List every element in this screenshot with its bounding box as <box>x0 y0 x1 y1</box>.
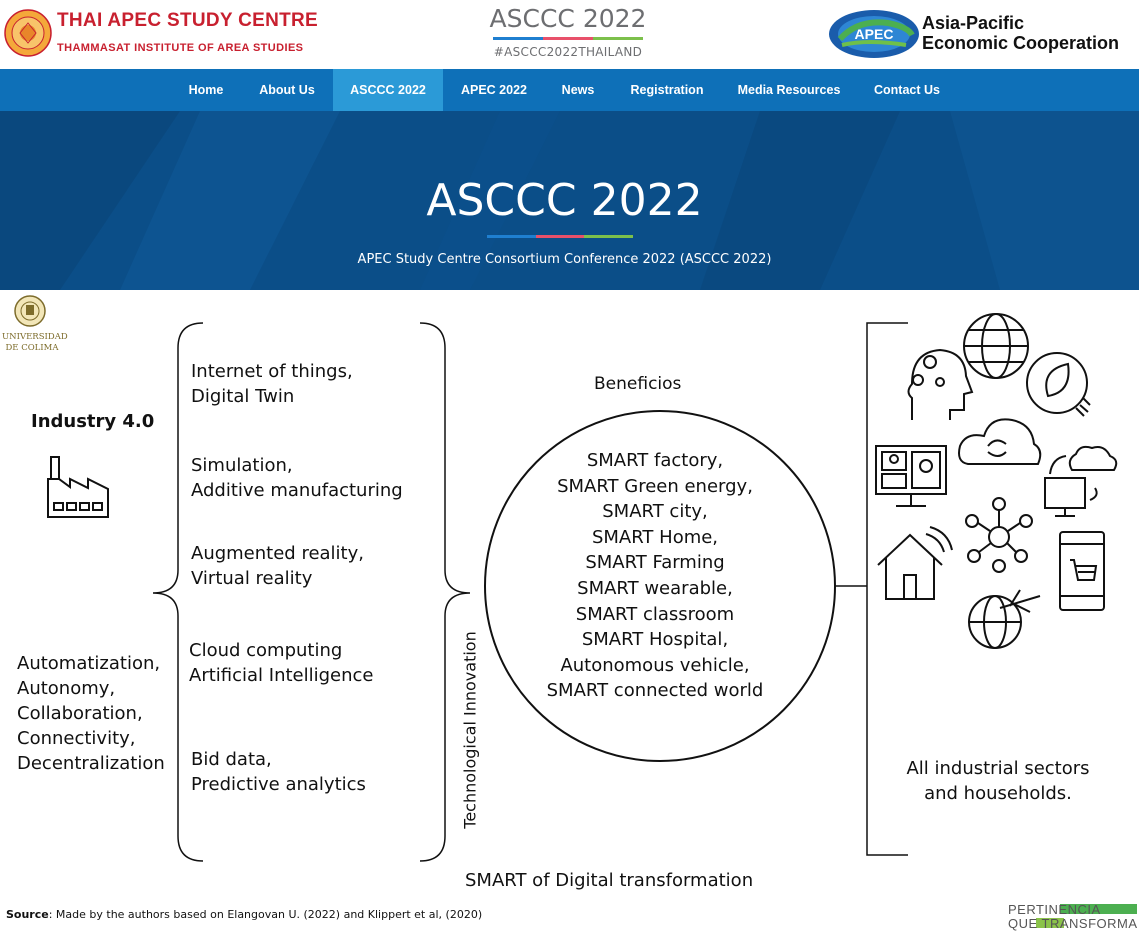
nav-news[interactable]: News <box>561 83 595 97</box>
university-name <box>2 332 68 354</box>
smart-item: Autonomous vehicle, <box>560 654 750 676</box>
main-nav <box>0 69 1139 111</box>
brand-line1: PERTINENCIA <box>1008 902 1101 917</box>
tech-item: Simulation, <box>191 455 293 476</box>
cloud-sync-icon <box>959 419 1040 464</box>
smart-item: SMART city, <box>602 501 708 523</box>
smart-item: SMART connected world <box>546 680 764 702</box>
apec-globe-logo-icon[interactable] <box>828 9 920 59</box>
digital-transformation-label: SMART of Digital transformation <box>465 870 754 891</box>
apec-name-line1: Asia-Pacific <box>922 13 1025 33</box>
nav-apec-2022[interactable]: APEC 2022 <box>460 83 527 97</box>
hero-title: ASCCC 2022 <box>426 175 703 226</box>
source-label: Source <box>6 908 49 921</box>
tech-item: Digital Twin <box>191 386 295 407</box>
principle-item: Connectivity, <box>17 728 136 749</box>
industry-label: Industry 4.0 <box>31 411 155 432</box>
principles-list <box>17 651 165 776</box>
university-name-line2: DE COLIMA <box>5 343 59 353</box>
principle-item: Collaboration, <box>17 703 143 724</box>
event-hashtag: #ASCCC2022THAILAND <box>493 45 643 59</box>
nav-media-resources[interactable]: Media Resources <box>737 83 841 97</box>
factory-icon <box>48 457 108 517</box>
plane-globe-icon <box>969 590 1040 648</box>
tech-item: Augmented reality, <box>191 543 364 564</box>
smart-item: SMART Farming <box>585 552 725 574</box>
org-title[interactable]: THAI APEC STUDY CENTRE <box>57 10 319 31</box>
principle-item: Automatization, <box>17 653 161 674</box>
principle-item: Autonomy, <box>17 678 116 699</box>
nav-contact-us[interactable]: Contact Us <box>874 83 940 97</box>
tech-group-iot <box>191 359 353 409</box>
apec-name-line2: Economic Cooperation <box>922 33 1120 53</box>
nav-registration[interactable]: Registration <box>630 83 704 97</box>
smart-item: SMART Green energy, <box>557 475 753 497</box>
technological-innovation-label: Technological Innovation <box>460 631 480 829</box>
leaf-plug-icon <box>1027 353 1090 416</box>
apec-badge-text: APEC <box>854 26 894 42</box>
benefits-label: Beneficios <box>594 374 682 394</box>
hero-banner <box>0 111 1139 290</box>
nav-about-us[interactable]: About Us <box>259 83 315 97</box>
org-subtitle: THAMMASAT INSTITUTE OF AREA STUDIES <box>57 42 304 54</box>
tech-item: Virtual reality <box>191 568 313 589</box>
tech-group-reality <box>191 541 364 591</box>
event-stripes <box>493 37 643 40</box>
tech-item: Bid data, <box>191 749 272 770</box>
thai-apec-seal-icon <box>4 9 52 57</box>
globe-icon <box>964 314 1028 378</box>
tech-item: Additive manufacturing <box>191 480 403 501</box>
sectors-line2: and households. <box>924 783 1072 804</box>
brand-line2: QUE TRANSFORMA <box>1008 916 1138 931</box>
head-gears-icon <box>909 350 973 420</box>
smart-item: SMART factory, <box>586 450 724 471</box>
nav-asccc-2022[interactable]: ASCCC 2022 <box>333 69 443 111</box>
event-title: ASCCC 2022 <box>489 4 647 33</box>
top-header <box>0 0 1139 69</box>
smart-item: SMART Hospital, <box>581 629 729 651</box>
smart-items-list <box>510 448 800 704</box>
smart-item: SMART classroom <box>575 603 735 625</box>
video-conference-icon <box>876 446 946 506</box>
tech-group-simulation <box>191 453 403 503</box>
hero-stripes <box>487 235 633 238</box>
tech-group-data <box>191 747 366 797</box>
smart-home-icon <box>878 527 952 599</box>
tech-item: Internet of things, <box>191 361 353 382</box>
hero-subtitle: APEC Study Centre Consortium Conference 2022 (ASCCC 2022) <box>357 252 772 267</box>
university-seal-icon <box>15 296 45 326</box>
sectors-label <box>880 756 1116 806</box>
smart-item: SMART wearable, <box>577 577 733 599</box>
sectors-line1: All industrial sectors <box>906 758 1090 779</box>
source-text: : Made by the authors based on Elangovan U. (2022) and Klippert et al, (2020) <box>48 908 483 921</box>
nav-home[interactable]: Home <box>188 83 224 97</box>
tech-item: Cloud computing <box>189 640 343 661</box>
university-name-line1: UNIVERSIDAD <box>2 332 68 342</box>
tech-item: Predictive analytics <box>191 774 366 795</box>
smart-item: SMART Home, <box>591 526 719 548</box>
source-note <box>6 908 482 921</box>
tech-item: Artificial Intelligence <box>189 665 374 686</box>
mobile-cart-icon <box>1060 532 1104 610</box>
principle-item: Decentralization <box>17 753 165 774</box>
cloud-monitor-icon <box>1045 447 1116 516</box>
network-people-icon <box>966 498 1032 572</box>
tech-group-cloud <box>189 638 374 688</box>
